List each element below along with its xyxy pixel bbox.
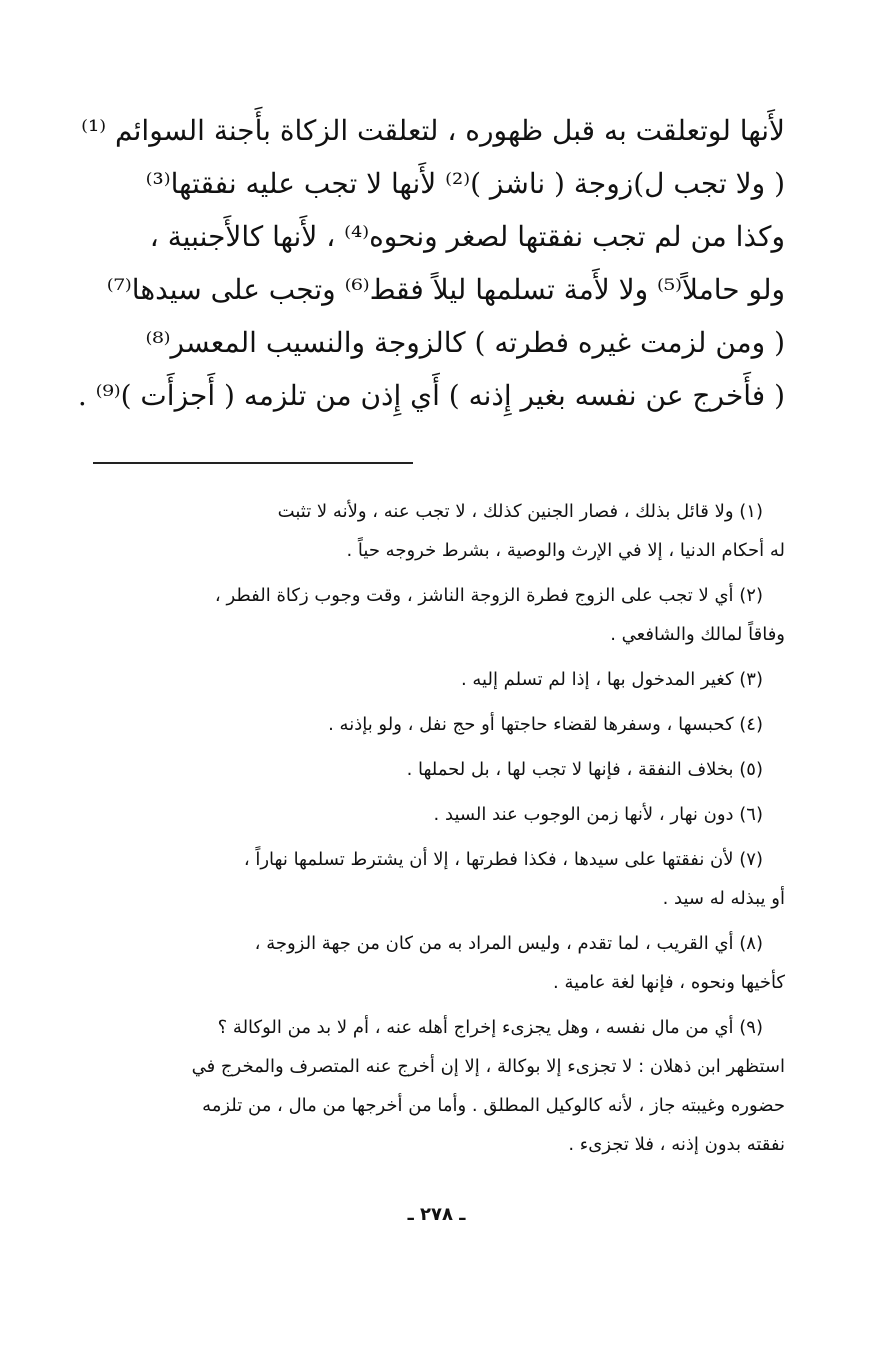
main-text-line: وكذا من لم تجب نفقتها لصغر ونحوه⁽⁴⁾ ، لأَنها كالأَجنبية ، bbox=[149, 220, 785, 253]
main-text-block bbox=[55, 104, 785, 422]
footnote-line: (٤) كحبسها ، وسفرها لقضاء حاجتها أو حج نفل ، ولو بإذنه . bbox=[328, 714, 763, 735]
footnote-8 bbox=[55, 924, 785, 1002]
footnote-7 bbox=[55, 840, 785, 918]
footnote-line: أو يبذله له سيد . bbox=[662, 888, 785, 909]
footnote-line: (٢) أي لا تجب على الزوج فطرة الزوجة الناشز ، وقت وجوب زكاة الفطر ، bbox=[214, 585, 763, 606]
footnote-line: له أحكام الدنيا ، إلا في الإرث والوصية ، بشرط خروجه حياً . bbox=[346, 540, 785, 561]
footnotes-section bbox=[55, 492, 785, 1170]
footnote-line: (٩) أي من مال نفسه ، وهل يجزىء إخراج أهله عنه ، أم لا بد من الوكالة ؟ bbox=[217, 1017, 763, 1038]
footnote-line: حضوره وغيبته جاز ، لأنه كالوكيل المطلق . وأما من أخرجها من مال ، من تلزمه bbox=[202, 1095, 785, 1116]
footnote-3 bbox=[55, 660, 785, 699]
footnote-line: وفاقاً لمالك والشافعي . bbox=[610, 624, 785, 645]
footnote-line: (٨) أي القريب ، لما تقدم ، وليس المراد به من كان من جهة الزوجة ، bbox=[254, 933, 763, 954]
footnote-line: استظهر ابن ذهلان : لا تجزىء إلا بوكالة ، إلا إن أخرج عنه المتصرف والمخرج في bbox=[191, 1056, 785, 1077]
footnote-6 bbox=[55, 795, 785, 834]
footnote-4 bbox=[55, 705, 785, 744]
footnote-line: (٥) بخلاف النفقة ، فإنها لا تجب لها ، بل لحملها . bbox=[406, 759, 763, 780]
main-text-line: ( ومن لزمت غيره فطرته ) كالزوجة والنسيب المعسر⁽⁸⁾ bbox=[145, 326, 785, 359]
footnote-2 bbox=[55, 576, 785, 654]
main-text-line: ( فأَخرج عن نفسه بغير إِذنه ) أَي إِذن من تلزمه ( أَجزأَت )⁽⁹⁾ . bbox=[77, 379, 785, 412]
footnote-1 bbox=[55, 492, 785, 570]
main-text-line: لأَنها لوتعلقت به قبل ظهوره ، لتعلقت الزكاة بأَجنة السوائم ⁽¹⁾ bbox=[81, 114, 785, 147]
footnote-line: نفقته بدون إذنه ، فلا تجزىء . bbox=[568, 1134, 785, 1155]
main-text-line: ( ولا تجب ل)زوجة ( ناشز )⁽²⁾ لأَنها لا تجب عليه نفقتها⁽³⁾ bbox=[145, 167, 785, 200]
page-number: ـ ٢٧٨ ـ bbox=[407, 1204, 466, 1225]
main-text-line: ولو حاملاً⁽⁵⁾ ولا لأَمة تسلمها ليلاً فقط⁽⁶⁾ وتجب على سيدها⁽⁷⁾ bbox=[106, 273, 785, 306]
footnote-5 bbox=[55, 750, 785, 789]
footnote-divider bbox=[93, 462, 413, 464]
footnote-line: (٦) دون نهار ، لأنها زمن الوجوب عند السيد . bbox=[433, 804, 763, 825]
footnote-9 bbox=[55, 1008, 785, 1164]
footnote-line: كأخيها ونحوه ، فإنها لغة عامية . bbox=[553, 972, 785, 993]
footnote-line: (١) ولا قائل بذلك ، فصار الجنين كذلك ، لا تجب عنه ، ولأنه لا تثبت bbox=[277, 501, 763, 522]
footnote-line: (٧) لأن نفقتها على سيدها ، فكذا فطرتها ، إلا أن يشترط تسلمها نهاراً ، bbox=[243, 849, 763, 870]
footnote-line: (٣) كغير المدخول بها ، إذا لم تسلم إليه . bbox=[460, 669, 763, 690]
